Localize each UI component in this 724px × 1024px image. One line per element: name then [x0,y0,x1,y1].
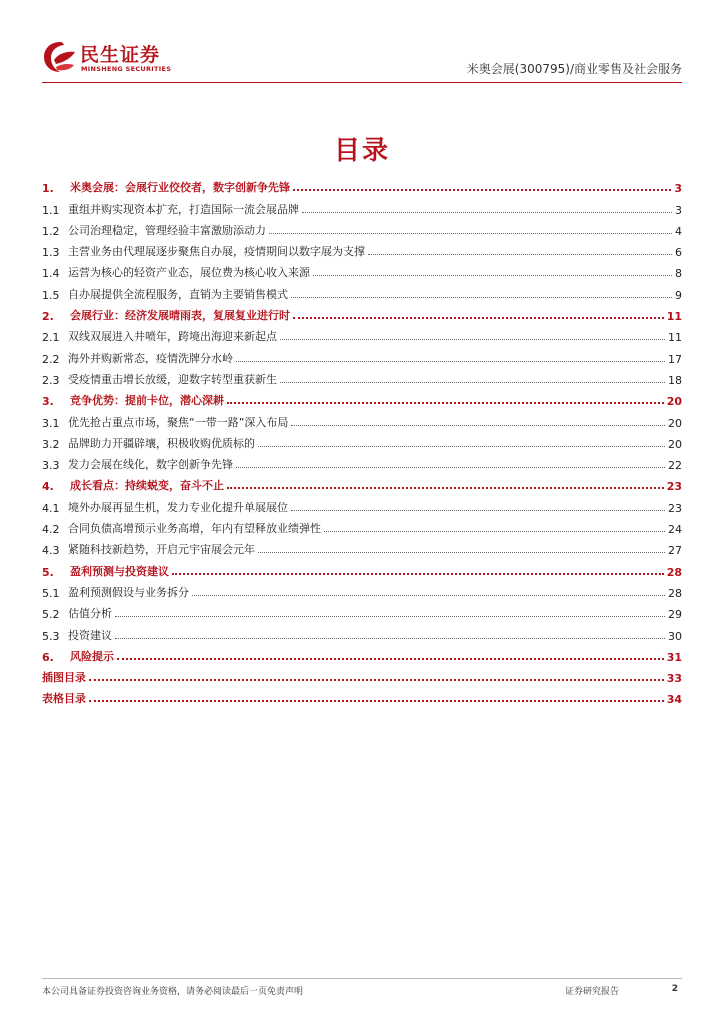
toc-entry-title: 优先抢占重点市场，聚焦“一带一路”深入布局 [68,415,289,429]
toc-entry-page: 33 [666,672,682,686]
brand-name-cn: 民生证券 [80,44,161,66]
toc-entry-title: 发力会展在线化，数字创新争先锋 [68,458,233,472]
toc-entry[interactable] [42,579,682,600]
toc-leader-dots [115,616,665,617]
toc-leader-dots [89,700,664,702]
footer-page-number: 2 [671,984,678,994]
toc-entry-number: 2.1 [42,331,60,345]
toc-leader-dots [227,402,664,404]
toc-entry[interactable] [42,280,682,301]
toc-entry-number: 4.1 [42,501,60,515]
toc-entry-number: 1.5 [42,288,60,302]
toc-entry-number: 4.3 [42,544,60,558]
toc-entry[interactable] [42,451,682,472]
toc-leader-dots [117,658,664,660]
toc-entry-number: 2.3 [42,373,60,387]
toc-entry[interactable] [42,174,682,195]
toc-entry-page: 34 [666,693,682,707]
toc-entry-number: 1. [42,182,54,196]
toc-entry-title: 重组并购实现资本扩充，打造国际一流会展品牌 [68,202,299,216]
toc-entry-page: 23 [666,480,682,494]
toc-entry-number: 5.3 [42,629,60,643]
page-title: 目录 [333,136,390,166]
toc-leader-dots [291,425,665,426]
toc-entry-page: 30 [668,629,682,643]
toc-entry-page: 20 [666,395,682,409]
toc-entry[interactable] [42,238,682,259]
toc-leader-dots [313,275,672,276]
toc-entry-page: 24 [668,523,682,537]
toc-entry-page: 4 [675,224,682,238]
toc-entry[interactable] [42,323,682,344]
toc-entry-page: 17 [668,352,682,366]
toc-entry-title: 插图目录 [42,671,86,685]
toc-entry[interactable] [42,621,682,642]
toc-leader-dots [291,297,672,298]
toc-leader-dots [172,573,664,575]
toc-entry-title: 主营业务由代理展逐步聚焦自办展，疫情期间以数字展为支撑 [68,245,365,259]
toc-leader-dots [258,446,665,447]
toc-leader-dots [280,339,665,340]
toc-entry-page: 20 [668,437,682,451]
toc-entry-page: 22 [668,459,682,473]
toc-entry-title: 成长看点：持续蜕变，奋斗不止 [70,479,224,493]
toc-entry-page: 23 [668,501,682,515]
toc-entry-page: 27 [668,544,682,558]
toc-entry-title: 紧随科技新趋势，开启元宇宙展会元年 [68,543,255,557]
toc-entry-page: 28 [668,586,682,600]
toc-entry[interactable] [42,493,682,514]
toc-leader-dots [280,382,665,383]
toc-entry[interactable] [42,366,682,387]
toc-entry-number: 2. [42,310,54,324]
toc-entry-number: 4.2 [42,523,60,537]
toc-entry-title: 表格目录 [42,692,86,706]
footer-doc-type: 证券研究报告 [565,987,620,997]
toc-entry[interactable] [42,387,682,408]
toc-entry-title: 品牌助力开疆辟壤，积极收购优质标的 [68,436,255,450]
toc-entry-title: 公司治理稳定，管理经验丰富激励添动力 [68,223,266,237]
toc-entry-title: 会展行业：经济发展晴雨表，复展复业进行时 [70,309,290,323]
toc-entry-page: 28 [666,565,682,579]
toc-entry[interactable] [42,643,682,664]
toc-entry-page: 11 [666,310,682,324]
toc-entry[interactable] [42,685,682,706]
toc-entry-title: 境外办展再显生机，发力专业化提升单展展位 [68,500,288,514]
toc-entry-number: 5.2 [42,608,60,622]
toc-entry-title: 运营为核心的轻资产业态，展位费为核心收入来源 [68,266,310,280]
toc-entry-title: 合同负债高增预示业务高增，年内有望释放业绩弹性 [68,522,321,536]
toc-entry-page: 6 [675,246,682,260]
toc-leader-dots [302,212,672,213]
toc-entry[interactable] [42,430,682,451]
toc-entry-number: 1.3 [42,246,60,260]
toc-entry-title: 双线双展进入井喷年，跨境出海迎来新起点 [68,330,277,344]
toc-entry-number: 1.4 [42,267,60,281]
toc-entry[interactable] [42,344,682,365]
footer-disclaimer: 本公司具备证券投资咨询业务资格，请务必阅读最后一页免责声明 [42,987,304,997]
toc-entry[interactable] [42,536,682,557]
toc-entry-title: 海外并购新常态，疫情洗牌分水岭 [68,351,233,365]
toc-entry[interactable] [42,217,682,238]
toc-leader-dots [236,467,665,468]
toc-entry-page: 11 [668,331,682,345]
toc-leader-dots [258,552,665,553]
toc-entry-page: 3 [674,182,682,196]
brand-name-en: MINSHENG SECURITIES [81,65,172,73]
page-header [42,38,682,82]
toc-leader-dots [269,233,672,234]
toc-leader-dots [368,254,672,255]
toc-leader-dots [115,638,665,639]
toc-leader-dots [293,189,671,191]
toc-leader-dots [291,510,665,511]
toc-entry[interactable] [42,408,682,429]
toc-entry-page: 29 [668,608,682,622]
toc-entry-title: 竞争优势：提前卡位，潜心深耕 [70,394,224,408]
page-footer [42,984,682,998]
report-subject: 米奥会展(300795)/商业零售及社会服务 [466,62,682,76]
toc-entry-title: 估值分析 [68,607,112,621]
table-of-contents [42,174,682,706]
toc-entry-title: 自办展提供全流程服务，直销为主要销售模式 [68,287,288,301]
toc-entry[interactable] [42,195,682,216]
toc-leader-dots [89,679,664,681]
toc-entry-page: 8 [675,267,682,281]
toc-leader-dots [324,531,665,532]
toc-entry-number: 5. [42,565,54,579]
toc-entry-number: 1.2 [42,224,60,238]
footer-divider [42,978,682,979]
toc-entry-number: 2.2 [42,352,60,366]
toc-entry-page: 3 [675,203,682,217]
toc-entry-title: 盈利预测与投资建议 [70,564,169,578]
toc-leader-dots [236,361,665,362]
toc-entry[interactable] [42,259,682,280]
toc-entry-title: 盈利预测假设与业务拆分 [68,585,189,599]
toc-entry[interactable] [42,515,682,536]
toc-entry-number: 1.1 [42,203,60,217]
toc-entry-page: 18 [668,373,682,387]
toc-leader-dots [293,317,664,319]
toc-entry-title: 风险提示 [70,649,114,663]
toc-entry-page: 20 [668,416,682,430]
toc-leader-dots [227,487,664,489]
toc-entry-number: 3.2 [42,437,60,451]
toc-entry[interactable] [42,472,682,493]
toc-entry-title: 米奥会展：会展行业佼佼者，数字创新争先锋 [70,181,290,195]
toc-entry-number: 3. [42,395,54,409]
toc-entry-page: 31 [666,650,682,664]
toc-entry[interactable] [42,600,682,621]
toc-entry-number: 6. [42,650,54,664]
toc-entry[interactable] [42,302,682,323]
minsheng-swirl-logo-icon [42,40,78,74]
toc-entry-number: 3.1 [42,416,60,430]
toc-entry[interactable] [42,557,682,578]
toc-leader-dots [192,595,665,596]
toc-entry-number: 5.1 [42,586,60,600]
toc-entry-title: 受疫情重击增长放缓，迎数字转型重获新生 [68,372,277,386]
toc-entry-page: 9 [675,288,682,302]
toc-entry-title: 投资建议 [68,628,112,642]
toc-entry-number: 4. [42,480,54,494]
toc-entry[interactable] [42,664,682,685]
header-divider [42,82,682,83]
toc-entry-number: 3.3 [42,459,60,473]
